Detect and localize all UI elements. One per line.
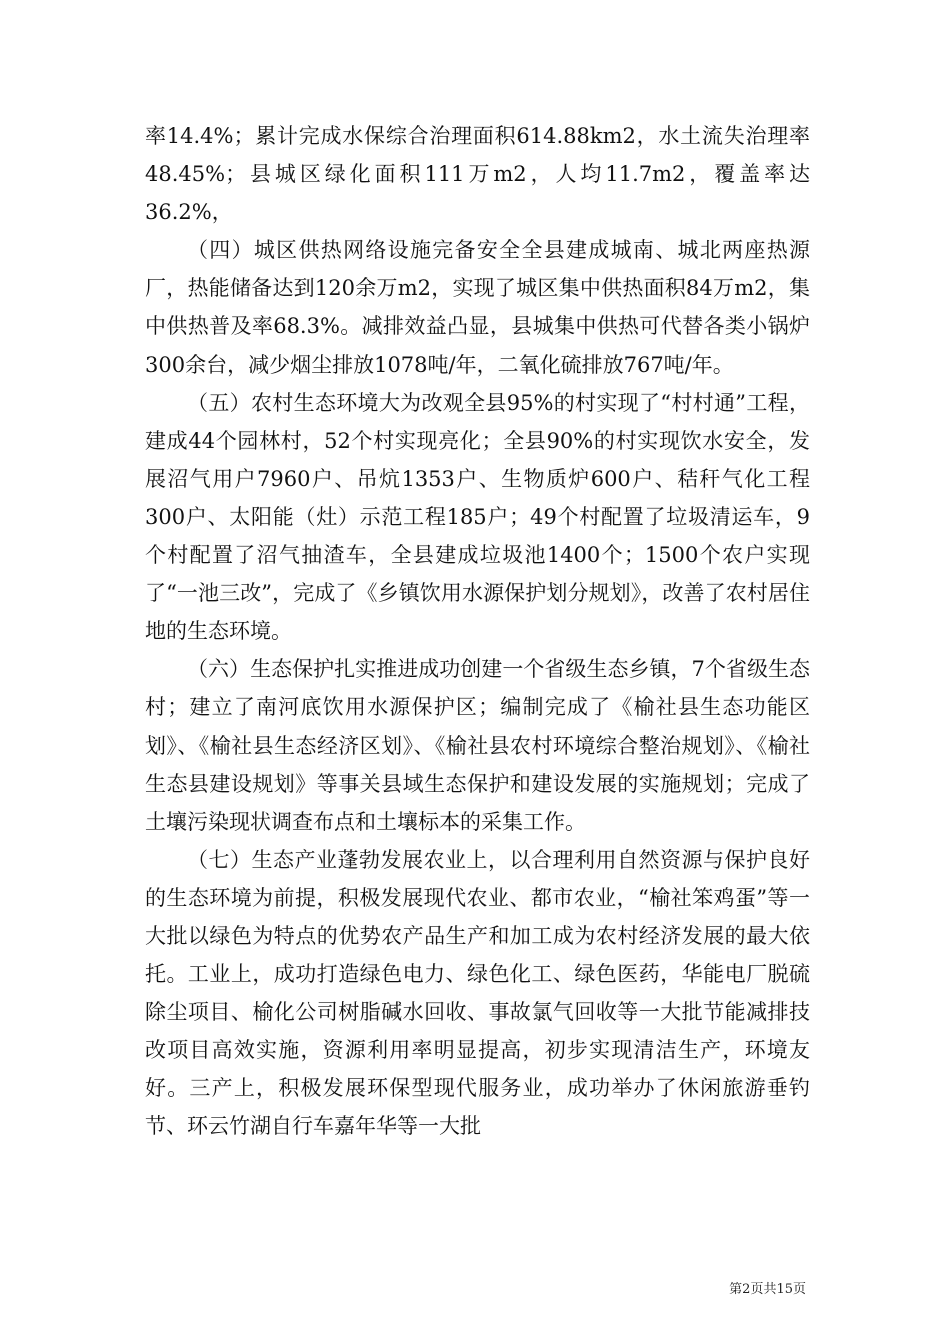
paragraph-4: （六）生态保护扎实推进成功创建一个省级生态乡镇，7个省级生态村；建立了南河底饮用水源保护区；编制完成了《榆社县生态功能区划》、《榆社县生态经济区划》、《榆社县农村环境综合整治规划》、《榆社生态县建设规划》等事关县域生态保护和建设发展的实施规划；完成了土壤污染现状调查布点和土壤标本的采集工作。 [145,657,810,834]
paragraph-1: 率14.4%；累计完成水保综合治理面积614.88km2，水土流失治理率48.45%；县城区绿化面积111万m2，人均11.7m2，覆盖率达36.2%， [145,124,810,225]
paragraph-2: （四）城区供热网络设施完备安全全县建成城南、城北两座热源厂，热能储备达到120余万m2，实现了城区集中供热面积84万m2，集中供热普及率68.3%。减排效益凸显，县城集中供热可代替各类小锅炉300余台，减少烟尘排放1078吨/年，二氧化硫排放767吨/年。 [145,238,810,377]
paragraph-5: （七）生态产业蓬勃发展农业上，以合理利用自然资源与保护良好的生态环境为前提，积极发展现代农业、都市农业，“榆社笨鸡蛋”等一大批以绿色为特点的优势农产品生产和加工成为农村经济发展的最大依托。工业上，成功打造绿色电力、绿色化工、绿色医药，华能电厂脱硫除尘项目、榆化公司树脂碱水回收、事故氯气回收等一大批节能减排技改项目高效实施，资源利用率明显提高，初步实现清洁生产，环境友好。三产上，积极发展环保型现代服务业，成功举办了休闲旅游垂钓节、环云竹湖自行车嘉年华等一大批 [145,847,810,1139]
paragraph-3: （五）农村生态环境大为改观全县95%的村实现了“村村通”工程，建成44个园林村，52个村实现亮化；全县90%的村实现饮水安全，发展沼气用户7960户、吊炕1353户、生物质炉600户、秸秆气化工程300户、太阳能（灶）示范工程185户；49个村配置了垃圾清运车，9个村配置了沼气抽渣车，全县建成垃圾池1400个；1500个农户实现了“一池三改”，完成了《乡镇饮用水源保护划分规划》，改善了农村居住地的生态环境。 [145,390,810,644]
page-number: 第2页共15页 [729,1282,806,1297]
document-body [145,117,810,1146]
